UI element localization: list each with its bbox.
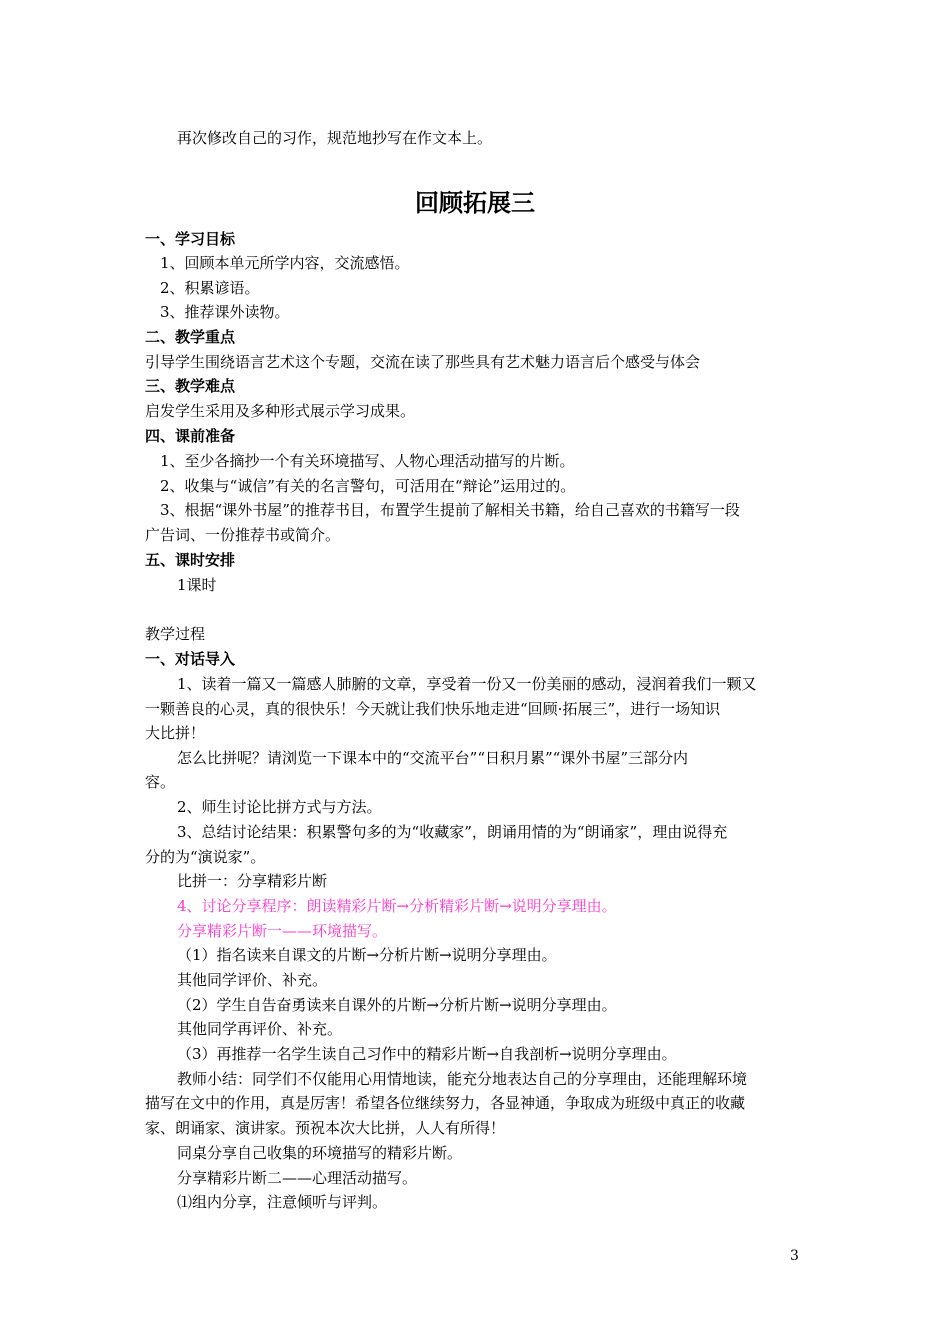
preparation-item: 3、根据“课外书屋”的推荐书目，布置学生提前了解相关书籍，给自己喜欢的书籍写一段 <box>160 501 740 519</box>
objective-item: 1、回顾本单元所学内容，交流感悟。 <box>160 254 410 272</box>
difficulties-text: 启发学生采用及多种形式展示学习成果。 <box>145 402 416 420</box>
process-line: 分享精彩片断二——心理活动描写。 <box>177 1169 418 1187</box>
process-line: 容。 <box>145 773 176 791</box>
preparation-heading: 四、课前准备 <box>145 427 236 445</box>
process-line: 同桌分享自己收集的环境描写的精彩片断。 <box>177 1144 463 1162</box>
difficulties-heading: 三、教学难点 <box>145 377 236 395</box>
process-line: 其他同学再评价、补充。 <box>177 1020 343 1038</box>
schedule-text: 1课时 <box>177 576 217 594</box>
preparation-item: 1、至少各摘抄一个有关环境描写、人物心理活动描写的片断。 <box>160 452 575 470</box>
key-points-text: 引导学生围绕语言艺术这个专题，交流在读了那些具有艺术魅力语言后个感受与体会 <box>145 353 701 371</box>
process-line: 2、师生讨论比拼方式与方法。 <box>177 798 382 816</box>
key-points-heading: 二、教学重点 <box>145 328 236 346</box>
objective-item: 3、推荐课外读物。 <box>160 303 290 321</box>
process-line: 一颗善良的心灵，真的很快乐！今天就让我们快乐地走进“回顾·拓展三”，进行一场知识 <box>145 700 721 718</box>
process-label: 教学过程 <box>145 625 206 643</box>
preparation-item-cont: 广告词、一份推荐书或简介。 <box>145 526 341 544</box>
objective-item: 2、积累谚语。 <box>160 279 260 297</box>
objectives-heading: 一、学习目标 <box>145 230 236 248</box>
preparation-item: 2、收集与“诚信”有关的名言警句，可活用在“辩论”运用过的。 <box>160 477 576 495</box>
process-line: （1）指名读来自课文的片断→分析片断→说明分享理由。 <box>177 946 557 964</box>
process-line: 其他同学评价、补充。 <box>177 971 328 989</box>
highlight-line: 分享精彩片断一——环境描写。 <box>177 922 388 940</box>
process-line: 分的为“演说家”。 <box>145 848 266 866</box>
section1-heading: 一、对话导入 <box>145 650 236 668</box>
process-line: 比拼一：分享精彩片断 <box>177 872 328 890</box>
process-line: 怎么比拼呢？请浏览一下课本中的“交流平台”“日积月累”“课外书屋”三部分内 <box>177 749 689 767</box>
intro-line: 再次修改自己的习作，规范地抄写在作文本上。 <box>177 129 493 147</box>
process-line: 大比拼！ <box>145 724 206 742</box>
page-title: 回顾拓展三 <box>415 189 535 217</box>
process-line: ⑴组内分享，注意倾听与评判。 <box>177 1193 388 1211</box>
process-line: 教师小结：同学们不仅能用心用情地读，能充分地表达自己的分享理由，还能理解环境 <box>177 1070 748 1088</box>
page-number: 3 <box>790 1248 799 1264</box>
process-line: （2）学生自告奋勇读来自课外的片断→分析片断→说明分享理由。 <box>177 996 617 1014</box>
highlight-line: 4、讨论分享程序：朗读精彩片断→分析精彩片断→说明分享理由。 <box>177 897 617 915</box>
schedule-heading: 五、课时安排 <box>145 551 236 569</box>
process-line: （3）再推荐一名学生读自己习作中的精彩片断→自我剖析→说明分享理由。 <box>177 1045 677 1063</box>
process-line: 3、总结讨论结果：积累警句多的为“收藏家”，朗诵用情的为“朗诵家”，理由说得充 <box>177 823 728 841</box>
process-line: 家、朗诵家、演讲家。预祝本次大比拼，人人有所得！ <box>145 1119 506 1137</box>
process-line: 描写在文中的作用，真是厉害！希望各位继续努力，各显神通，争取成为班级中真正的收藏 <box>145 1094 746 1112</box>
process-line: 1、读着一篇又一篇感人肺腑的文章，享受着一份又一份美丽的感动，浸润着我们一颗又 <box>177 675 757 693</box>
